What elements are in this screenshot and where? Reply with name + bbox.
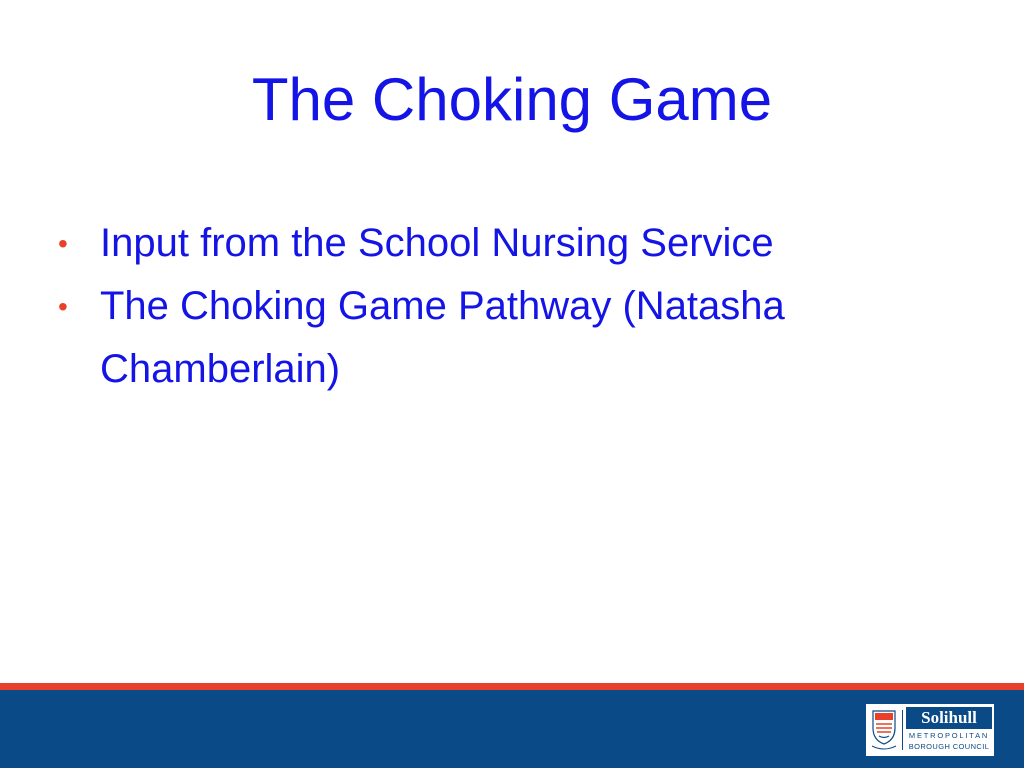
logo-line-2: BOROUGH COUNCIL — [908, 742, 990, 751]
logo-name: Solihull — [906, 707, 992, 729]
slide-title: The Choking Game — [251, 66, 773, 133]
bullet-text: Input from the School Nursing Service — [100, 221, 774, 265]
council-logo — [866, 704, 994, 756]
bullet-text: The Choking Game Pathway (Natasha Chamberlain) — [100, 284, 785, 391]
logo-line-1: METROPOLITAN — [908, 731, 990, 740]
bullet-item — [58, 212, 938, 275]
bullet-marker: • — [58, 228, 68, 259]
logo-divider — [902, 710, 903, 750]
bullet-marker: • — [58, 291, 68, 322]
bullet-list — [58, 212, 938, 401]
footer-accent-stripe — [0, 683, 1024, 690]
crest-icon — [870, 708, 898, 752]
bullet-item — [58, 275, 938, 401]
